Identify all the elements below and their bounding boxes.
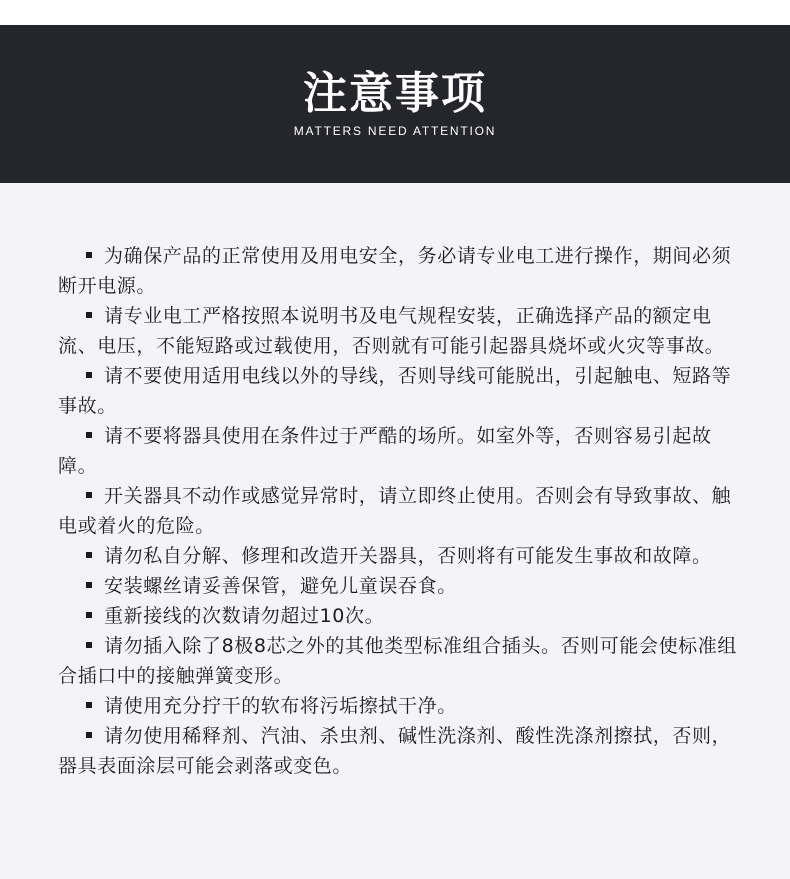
note-item — [58, 721, 738, 781]
note-item — [58, 481, 738, 541]
note-text: 请勿私自分解、修理和改造开关器具，否则将有可能发生事故和故障。 — [104, 545, 712, 567]
square-bullet-icon — [86, 642, 92, 648]
note-item — [58, 601, 738, 631]
note-text: 请不要将器具使用在条件过于严酷的场所。如室外等，否则容易引起故障。 — [58, 425, 712, 477]
note-item — [58, 361, 738, 421]
note-text: 安装螺丝请妥善保管，避免儿童误吞食。 — [104, 575, 457, 597]
note-item — [58, 421, 738, 481]
note-item — [58, 691, 738, 721]
square-bullet-icon — [86, 552, 92, 558]
square-bullet-icon — [86, 312, 92, 318]
note-text: 请勿插入除了8极8芯之外的其他类型标准组合插头。否则可能会使标准组合插口中的接触弹簧变形。 — [58, 635, 737, 687]
note-item — [58, 301, 738, 361]
note-text: 请使用充分拧干的软布将污垢擦拭干净。 — [104, 695, 457, 717]
note-text: 开关器具不动作或感觉异常时，请立即终止使用。否则会有导致事故、触电或着火的危险。 — [58, 485, 732, 537]
note-item — [58, 631, 738, 691]
note-text: 为确保产品的正常使用及用电安全，务必请专业电工进行操作，期间必须断开电源。 — [58, 245, 732, 297]
note-item — [58, 571, 738, 601]
note-text: 请不要使用适用电线以外的导线，否则导线可能脱出，引起触电、短路等事故。 — [58, 365, 732, 417]
square-bullet-icon — [86, 732, 92, 738]
square-bullet-icon — [86, 492, 92, 498]
square-bullet-icon — [86, 612, 92, 618]
note-item — [58, 241, 738, 301]
header-banner — [0, 25, 790, 183]
page-subtitle: MATTERS NEED ATTENTION — [293, 124, 497, 138]
note-text: 重新接线的次数请勿超过10次。 — [104, 605, 385, 627]
notes-section — [0, 183, 790, 879]
note-text: 请专业电工严格按照本说明书及电气规程安装，正确选择产品的额定电流、电压，不能短路或过载使用，否则就有可能引起器具烧坏或火灾等事故。 — [58, 305, 725, 357]
notes-list — [58, 241, 738, 781]
square-bullet-icon — [86, 702, 92, 708]
note-text: 请勿使用稀释剂、汽油、杀虫剂、碱性洗涤剂、酸性洗涤剂擦拭，否则，器具表面涂层可能会剥落或变色。 — [58, 725, 732, 777]
square-bullet-icon — [86, 252, 92, 258]
square-bullet-icon — [86, 582, 92, 588]
note-item — [58, 541, 738, 571]
page-title: 注意事项 — [303, 68, 487, 119]
square-bullet-icon — [86, 372, 92, 378]
square-bullet-icon — [86, 432, 92, 438]
